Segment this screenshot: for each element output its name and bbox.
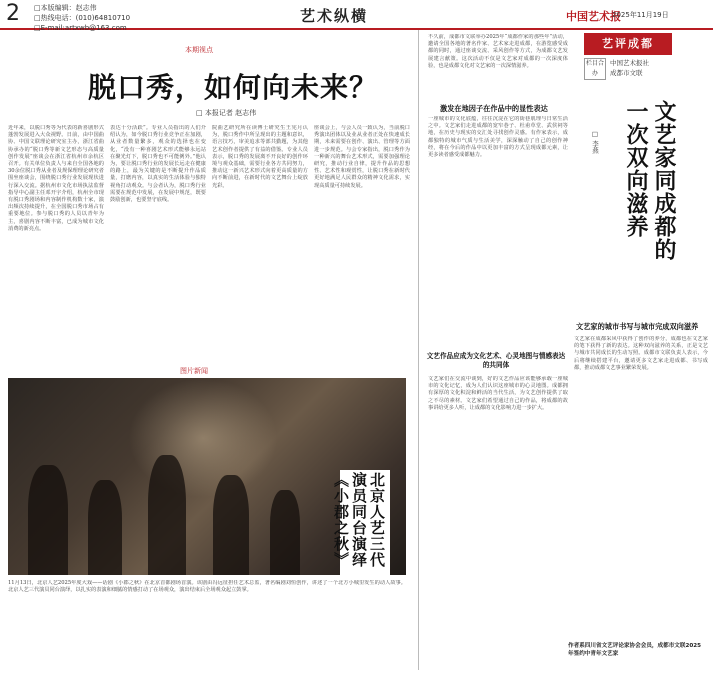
actor-figure	[213, 475, 249, 575]
article2-body-1: 一座城市的文化底蕴，往往沉淀在它的街巷肌理与日常生活之中。文艺家们走进成都的宽窄巷子、杜甫草堂、武侯祠等地，在历史与现实的交汇处寻找创作灵感。有作家表示，成都独特的城市气质与生活美学，深深触动了自己的创作神经，将在今后的作品中以更加丰富的方式呈现成都元素，让更多读者感受成都魅力。	[428, 116, 568, 159]
email-line: □E-mail:artxwb@163.com	[34, 24, 127, 32]
author-note: 作者系四川省文艺评论家协会会员，成都市文联2025年签约中青年文艺家	[568, 643, 702, 657]
subheading: 激发在地因子在作品中的显性表达	[440, 104, 548, 113]
partner-name: 中国艺术报社	[610, 59, 649, 67]
page-number: 2	[6, 1, 20, 26]
article-column-4: 座谈会上，与会人员一致认为，当前脱口秀演出团体以及业从业者正处在快速成长期，未来需要在创作、演出、管理等方面进一步规范。与会专家指出，脱口秀作为一种新兴的舞台艺术形式，需要加强理论研究，推动行业自律，提升作品的思想性、艺术性和观赏性，让脱口秀在新时代更好地满足人民群众的精神文化需求，实现高质量可持续发展。	[314, 125, 410, 189]
subheading: 文艺作品应成为文化艺术、心灵地图与情感表达的共同体	[426, 352, 566, 369]
page-header	[0, 0, 713, 30]
photo-headline: 北京人艺三代演员同台演绎《小郡之秋》	[340, 470, 390, 575]
header-contacts	[34, 3, 130, 33]
photo-caption: 11月13日，北京人艺2025年度大戏——话剧《小郡之秋》在北京首都剧场首演。该剧由冯远征担任艺术总监，著名编剧刘恒创作，讲述了一个北方小城里发生的动人故事。北京人艺三代演员同台演绎，以扎实的表演和细腻的情感打动了在场观众，演出结束后全场观众起立鼓掌。	[8, 580, 406, 594]
article2-body-2: 文艺家们在交流中谈到，好的文艺作品应该能够承载一座城市的文化记忆，成为人们认识这座城市的心灵地图。成都拥有深厚的文化积淀和鲜活的当代生活，为文艺创作提供了取之不尽的素材。文艺家们希望通过自己的作品，将成都的故事讲给更多人听，让成都的文化影响力进一步扩大。	[428, 376, 568, 411]
column-partners	[610, 58, 649, 78]
article-column-1: 近年来，以脱口秀等为代表的新喜剧形式蓬勃发展进入大众视野。日前，由中国曲协、中国文联理论研究室主办，浙江省曲协承办的“脱口秀等新文艺形态与高质量创作发展”座谈会在浙江省杭州市余杭区召开。有关单位负责人与来自全国各地的30余位脱口秀从业者及规保理理论研究者围坐座谈会，围绕脱口秀行业发展现状进行深入交流。据杭州市文化市场执法监督指导中心副主任邓开宇介绍，杭州全市现有脱口秀剧场和内容制作机构数十家，演出频次持续提升，在全国脱口秀市场占有重要地位。参与脱口秀的人员以青年为主，喜剧内容不断丰富，已成为城市文化消费的新亮点。	[8, 125, 104, 232]
section-title: 艺术纵横	[300, 7, 369, 25]
masthead-logo: 中国艺术报	[566, 10, 621, 23]
article-title: 脱口秀，如何向未来？	[88, 71, 379, 104]
article-byline: □ 本报记者 赵志伟	[196, 109, 257, 117]
actor-figure	[270, 490, 300, 575]
article2-author: □ 李燕	[591, 130, 599, 154]
column-label: 栏目合办	[584, 58, 606, 80]
issue-date: 2025年11月19日	[612, 11, 669, 19]
article-column-2: 表达十分活跃”。专业人员指出的人们介绍认为，如今脱口秀行业竞争正在加剧，从业者数量繁多，观众的选择也在变化，“没有一种喜剧艺术形式能够永远站在聚光灯下，脱口秀也不可能例外。”他认为，要让脱口秀行业的发展长远走在健康的路上，最为关键的是不断提升作品质量，打磨内容，以真实的生活体验与独特视角打动观众。与会者认为，脱口秀行业需要在规范中发展，在发展中规范，既要鼓励创新，也要坚守底线。	[110, 125, 206, 204]
article2-intro: 不久前，成都市文联举办2025年“成都作家的那些年”活动，邀请全国各地的著名作家、艺术家走进成都，在游览感受成都的同时，通过座谈交流、采风创作等方式，为成都文艺发展建言献策。这次活动不仅是文艺家对成都的一次深度体验，也是成都文化对文艺家的一次深情滋养。	[428, 34, 568, 69]
article2-title: 文艺家同成都的一次双向滋养	[623, 100, 677, 261]
photo-news-tag: 图片新闻	[180, 367, 208, 375]
article-column-3: 院曲艺研究所在读博士研究生王宪月认为，脱口秀作中所呈现出的主题和意识，语言技巧，审美追求等部共勤题，为其他艺术创作者提供了有益的借鉴。专业人员表示，脱口秀的发展离不开良好的创作环境与观众基础，需要行业各方共同努力，推动这一新兴艺术形式向着更高质量的方向不断前进，在新时代的文艺舞台上绽放光彩。	[212, 125, 308, 189]
column-divider	[418, 30, 419, 670]
article2-body-3: 文艺家在成都采风中获得了创作的养分，成都也在文艺家的笔下获得了新的表达。这种双向滋养的关系，正是文艺与城市共同成长的生动写照。成都市文联负责人表示，今后将继续搭建平台，邀请更多文艺家走进成都、书写成都，推动成都文艺事业繁荣发展。	[574, 336, 708, 371]
actor-figure	[148, 455, 186, 575]
actor-figure	[88, 480, 122, 575]
subheading: 文艺家的城市书写与城市完成双向滋养	[576, 322, 699, 331]
editor-line: □本版编辑：赵志伟	[34, 4, 97, 12]
partner-name: 成都市文联	[610, 69, 643, 77]
actor-figure	[28, 465, 68, 575]
hotline-line: □热线电话：(010)64810710	[34, 14, 131, 22]
article-tag: 本期视点	[185, 46, 213, 54]
column-logo: 艺评成都	[584, 33, 672, 55]
